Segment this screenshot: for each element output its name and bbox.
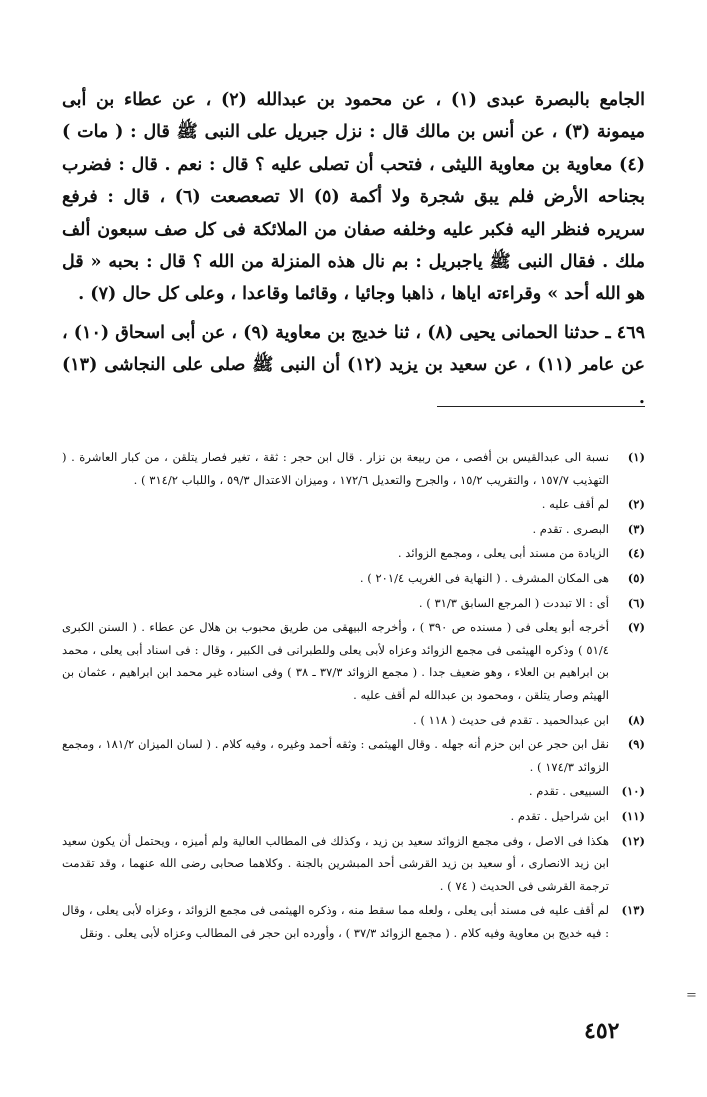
footnote-number: (١٠) bbox=[621, 784, 645, 799]
margin-mark: = bbox=[686, 988, 697, 1003]
footnote bbox=[62, 592, 645, 615]
footnote bbox=[62, 733, 645, 778]
footnote bbox=[62, 709, 645, 732]
footnote bbox=[62, 780, 645, 803]
footnote bbox=[62, 518, 645, 541]
main-text bbox=[62, 84, 645, 420]
footnote-number: (٩) bbox=[627, 737, 645, 752]
footnote-text: نقل ابن حجر عن ابن حزم أنه جهله . وقال الهيثمى : وثقه أحمد وغيره ، وفيه كلام . ( لسان الميزان ١٨١/٢ ، ومجمع الزوائد ١٧٤/٣ ) . bbox=[62, 737, 609, 774]
footnote-text: البصرى . تقدم . bbox=[532, 521, 609, 536]
footnote bbox=[62, 493, 645, 516]
footnote-text: ابن عبدالحميد . تقدم فى حديث ( ١١٨ ) . bbox=[412, 712, 609, 727]
footnote-number: (١) bbox=[627, 450, 645, 464]
footnote-text: لم أقف عليه فى مسند أبى يعلى ، ولعله مما سقط منه ، وذكره الهيثمى فى مجمع الزوائد ، وعزاه لأبى يعلى ، وقال : فيه خديج بن معاوية وفيه كلام . ( مجمع الزوائد ٣٧/٣ ) ، وأورده ابن حجر فى المطالب وعزاه لأبى يعلى . ونقل bbox=[62, 903, 609, 940]
footnote bbox=[62, 446, 645, 491]
footnote bbox=[62, 805, 645, 828]
footnote-number: (٨) bbox=[627, 712, 645, 727]
footnote-number: (١١) bbox=[621, 808, 645, 823]
footnote-text: هكذا فى الاصل ، وفى مجمع الزوائد سعيد بن زيد ، وكذلك فى المطالب العالية ولم أميزه ، ويحتمل أن يكون سعيد ابن زيد الانصارى ، أو سعيد بن زيد القرشى أحد المبشرين بالجنة . وكلاهما صحابى رضى الله عنهما ، وقد تقدمت ترجمة القرشى فى الحديث ( ٧٤ ) . bbox=[62, 833, 609, 893]
footnote-divider bbox=[437, 406, 645, 407]
footnote-number: (١٢) bbox=[621, 833, 645, 848]
footnote-number: (١٣) bbox=[621, 903, 645, 918]
footnote-number: (٧) bbox=[627, 620, 645, 635]
footnote bbox=[62, 830, 645, 898]
footnote-text: نسبة الى عبدالقيس بن أفصى ، من ربيعة بن نزار . قال ابن حجر : ثقة ، تغير فصار يتلقن ، من كبار العاشرة . ( التهذيب ١٥٧/٧ ، والتقريب ١٥/٢ ، والجرح والتعديل ١٧٢/٦ ، وميزان الاعتدال ٥٩/٣ ، واللباب ٣١٤/٢ ) . bbox=[62, 450, 609, 487]
page-number: ٤٥٢ bbox=[584, 1018, 620, 1044]
footnote bbox=[62, 542, 645, 565]
footnote-number: (٦) bbox=[627, 595, 645, 610]
footnote-text: الزيادة من مسند أبى يعلى ، ومجمع الزوائد . bbox=[397, 546, 609, 561]
footnote-text: أخرجه أبو يعلى فى ( مسنده ص ٣٩٠ ) ، وأخرجه البيهقى من طريق محبوب بن هلال عن عطاء . ( السنن الكبرى ٥١/٤ ) وذكره الهيثمى فى مجمع الزوائد وعزاه لأبى يعلى وللطبرانى فى الكبير ، وقال : فى اسناد أبى يعلى ، محمد بن ابراهيم بن العلاء ، وهو ضعيف جدا . ( مجمع الزوائد ٣٧/٣ ـ ٣٨ ) وفى اسناده غير محمد ابن ابراهيم ، عثمان بن الهيثم وصار يتلقن ، ومحمود بن عبدالله لم أقف عليه . bbox=[62, 620, 609, 702]
footnote-number: (٤) bbox=[627, 546, 645, 561]
footnote-text: هى المكان المشرف . ( النهاية فى الغريب ٢٠١/٤ ) . bbox=[359, 570, 609, 585]
footnote-number: (٥) bbox=[627, 570, 645, 585]
footnote-text: لم أقف عليه . bbox=[541, 497, 609, 512]
footnote bbox=[62, 616, 645, 706]
footnote-text: السبيعى . تقدم . bbox=[528, 784, 609, 799]
footnotes bbox=[62, 446, 645, 946]
footnote bbox=[62, 567, 645, 590]
footnote bbox=[62, 899, 645, 944]
footnote-number: (٣) bbox=[627, 521, 645, 536]
footnote-text: ابن شراحيل . تقدم . bbox=[510, 808, 609, 823]
paragraph-hadith-468: الجامع بالبصرة عبدى (١) ، عن محمود بن عبدالله (٢) ، عن عطاء بن أبى ميمونة (٣) ، عن أنس بن مالك قال : نزل جبريل على النبى ﷺ قال : ( مات ) (٤) معاوية بن معاوية الليثى ، فتحب أن تصلى عليه ؟ قال : نعم . قال : فضرب بجناحه الأرض فلم يبق شجرة ولا أكمة (٥) الا تصعصعت (٦) ، قال : فرفع سريره فنظر اليه فكبر عليه وخلفه صفان من الملائكة فى كل صف سبعون ألف ملك . فقال النبى ﷺ ياجبريل : بم نال هذه المنزلة من الله ؟ قال : بحبه « قل هو الله أحد » وقراءته اياها ، ذاهبا وجائيا ، وقائما وقاعدا ، وعلى كل حال (٧) . bbox=[62, 90, 645, 305]
footnote-text: أى : الا تبددت ( المرجع السابق ٣١/٣ ) . bbox=[418, 595, 609, 610]
paragraph-hadith-469: ٤٦٩ ـ حدثنا الحمانى يحيى (٨) ، ثنا خديج بن معاوية (٩) ، عن أبى اسحاق (١٠) ، عن عامر (١١) ، عن سعيد بن يزيد (١٢) أن النبى ﷺ صلى على النجاشى (١٣) . bbox=[62, 322, 645, 408]
footnote-number: (٢) bbox=[627, 497, 645, 512]
